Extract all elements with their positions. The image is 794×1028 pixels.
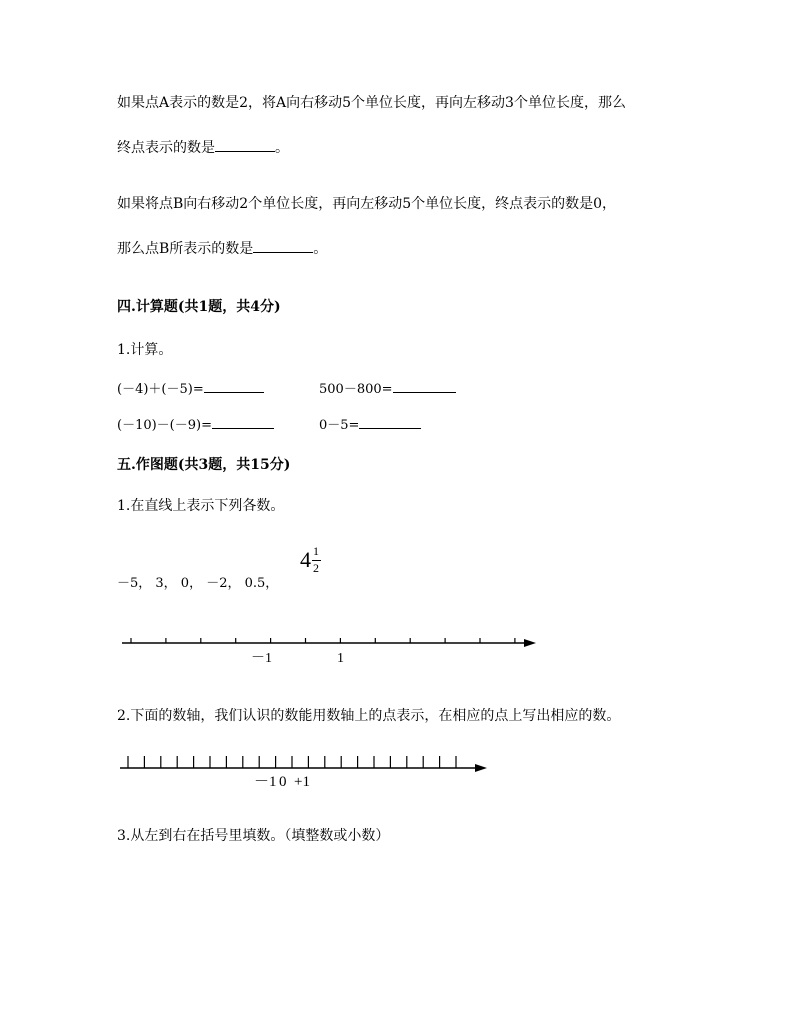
question-b-line1: 如果将点B向右移动2个单位长度，再向左移动5个单位长度，终点表示的数是0， [117, 196, 617, 212]
question-a-end: 。 [275, 140, 289, 156]
section-4-title: 四.计算题(共1题，共4分) [117, 299, 281, 315]
number-line-2-label-pos1: +1 [294, 774, 310, 790]
mixed-number-denominator: 2 [313, 561, 319, 575]
question-b-end: 。 [313, 241, 328, 257]
section-5-q1-label: 1.在直线上表示下列各数。 [117, 498, 285, 514]
number-line-2-label-neg1: －1 [254, 774, 277, 790]
number-line-2-ticks [128, 756, 456, 768]
expression-text: 500－800= [319, 382, 393, 397]
question-a-text: 终点表示的数是 [117, 140, 215, 156]
expression-text: (－10)－(－9)= [117, 418, 212, 433]
expression-text: 0－5= [319, 418, 360, 433]
number-line-2-label-0: 0 [279, 774, 287, 790]
mixed-number-whole: 4 [300, 547, 311, 572]
mixed-number-numerator: 1 [313, 544, 319, 558]
number-line-2-arrow [475, 764, 487, 772]
section-5-q3-label: 3.从左到右在括号里填数。（填整数或小数） [117, 828, 390, 844]
expression-text: (－4)＋(－5)= [117, 382, 204, 397]
section-5-title: 五.作图题(共3题，共15分) [117, 457, 291, 473]
question-b-text: 那么点B所表示的数是 [117, 241, 254, 257]
number-line-1-label-neg1: －1 [251, 651, 272, 666]
question-a-line1: 如果点A表示的数是2，将A向右移动5个单位长度，再向左移动3个单位长度，那么 [117, 95, 626, 111]
numbers-to-plot: －5， 3， 0， －2， 0.5， [117, 576, 279, 591]
section-4-q1-label: 1.计算。 [117, 342, 173, 358]
section-5-q2-label: 2.下面的数轴，我们认识的数能用数轴上的点表示，在相应的点上写出相应的数。 [117, 708, 621, 724]
number-line-1-label-1: 1 [337, 651, 344, 666]
